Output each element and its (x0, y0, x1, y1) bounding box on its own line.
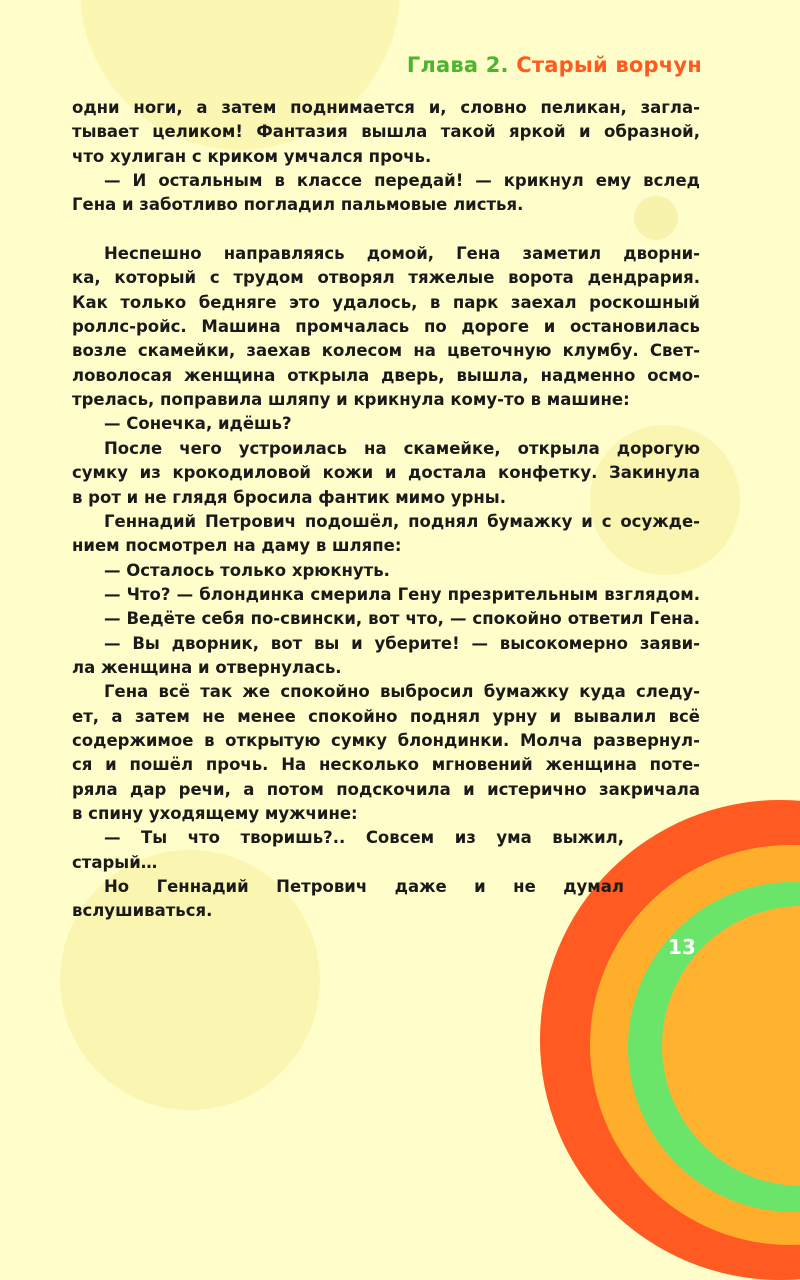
text-line: — Сонечка, идёшь? (104, 414, 292, 434)
text-line: в рот и не глядя бросила фантик мимо урны. (72, 487, 506, 507)
text-line: Геннадий Петрович подошёл, поднял бумажку и с осужде- (104, 511, 700, 531)
text-line: — Что? — блондинка смерила Гену презрительным взглядом. (104, 584, 700, 604)
text-line: содержимое в открытую сумку блондинки. Молча развернул- (72, 730, 700, 750)
text-line: что хулиган с криком умчался прочь. (72, 146, 432, 166)
text-line: трелась, поправила шляпу и крикнула кому-то в машине: (72, 390, 630, 410)
chapter-header (407, 53, 702, 77)
paragraph-gap (72, 218, 700, 242)
text-line: Гена всё так же спокойно выбросил бумажку куда следу- (104, 682, 700, 702)
page-number: 13 (668, 935, 696, 959)
text-line: тывает целиком! Фантазия вышла такой яркой и образной, (72, 122, 700, 142)
text-line: ловолосая женщина открыла дверь, вышла, надменно осмо- (72, 365, 700, 385)
text-line: возле скамейки, заехав колесом на цветочную клумбу. Свет- (72, 341, 700, 361)
text-line: нием посмотрел на даму в шляпе: (72, 536, 402, 556)
text-line: сумку из крокодиловой кожи и достала конфетку. Закинула (72, 463, 700, 483)
text-line: — Осталось только хрюкнуть. (104, 560, 390, 580)
text-line: Гена и заботливо погладил пальмовые листья. (72, 195, 524, 215)
text-line: вслушиваться. (72, 901, 213, 921)
text-line: роллс-ройс. Машина промчалась по дороге и остановилась (72, 317, 700, 337)
text-line: ка, который с трудом отворял тяжелые ворота дендрария. (72, 268, 700, 288)
text-line: Неспешно направляясь домой, Гена заметил дворни- (104, 244, 700, 264)
text-line: ла женщина и отвернулась. (72, 657, 342, 677)
text-line: Но Геннадий Петрович даже и не думал (104, 877, 624, 896)
text-line: ет, а затем не менее спокойно поднял урну и вывалил всё (72, 706, 700, 726)
body-text (72, 96, 700, 924)
text-line: в спину уходящему мужчине: (72, 803, 358, 823)
text-line: ся и пошёл прочь. На несколько мгновений женщина поте- (72, 755, 700, 775)
text-line: одни ноги, а затем поднимается и, словно пеликан, загла- (72, 98, 700, 117)
text-line: После чего устроилась на скамейке, открыла дорогую (104, 438, 700, 458)
chapter-label: Глава 2. (406, 53, 509, 77)
text-line: — И остальным в классе передай! — крикнул ему вслед (104, 171, 700, 191)
text-line: ряла дар речи, а потом подскочила и истерично закричала (72, 779, 700, 799)
text-line: — Ведёте себя по-свински, вот что, — спокойно ответил Гена. (104, 609, 700, 629)
text-line: — Ты что творишь?.. Совсем из ума выжил, (104, 828, 624, 848)
text-line: Как только бедняге это удалось, в парк заехал роскошный (72, 292, 700, 312)
chapter-title: Старый ворчун (516, 53, 702, 77)
text-line: старый… (72, 852, 158, 872)
text-line: — Вы дворник, вот вы и уберите! — высокомерно заяви- (104, 633, 700, 653)
